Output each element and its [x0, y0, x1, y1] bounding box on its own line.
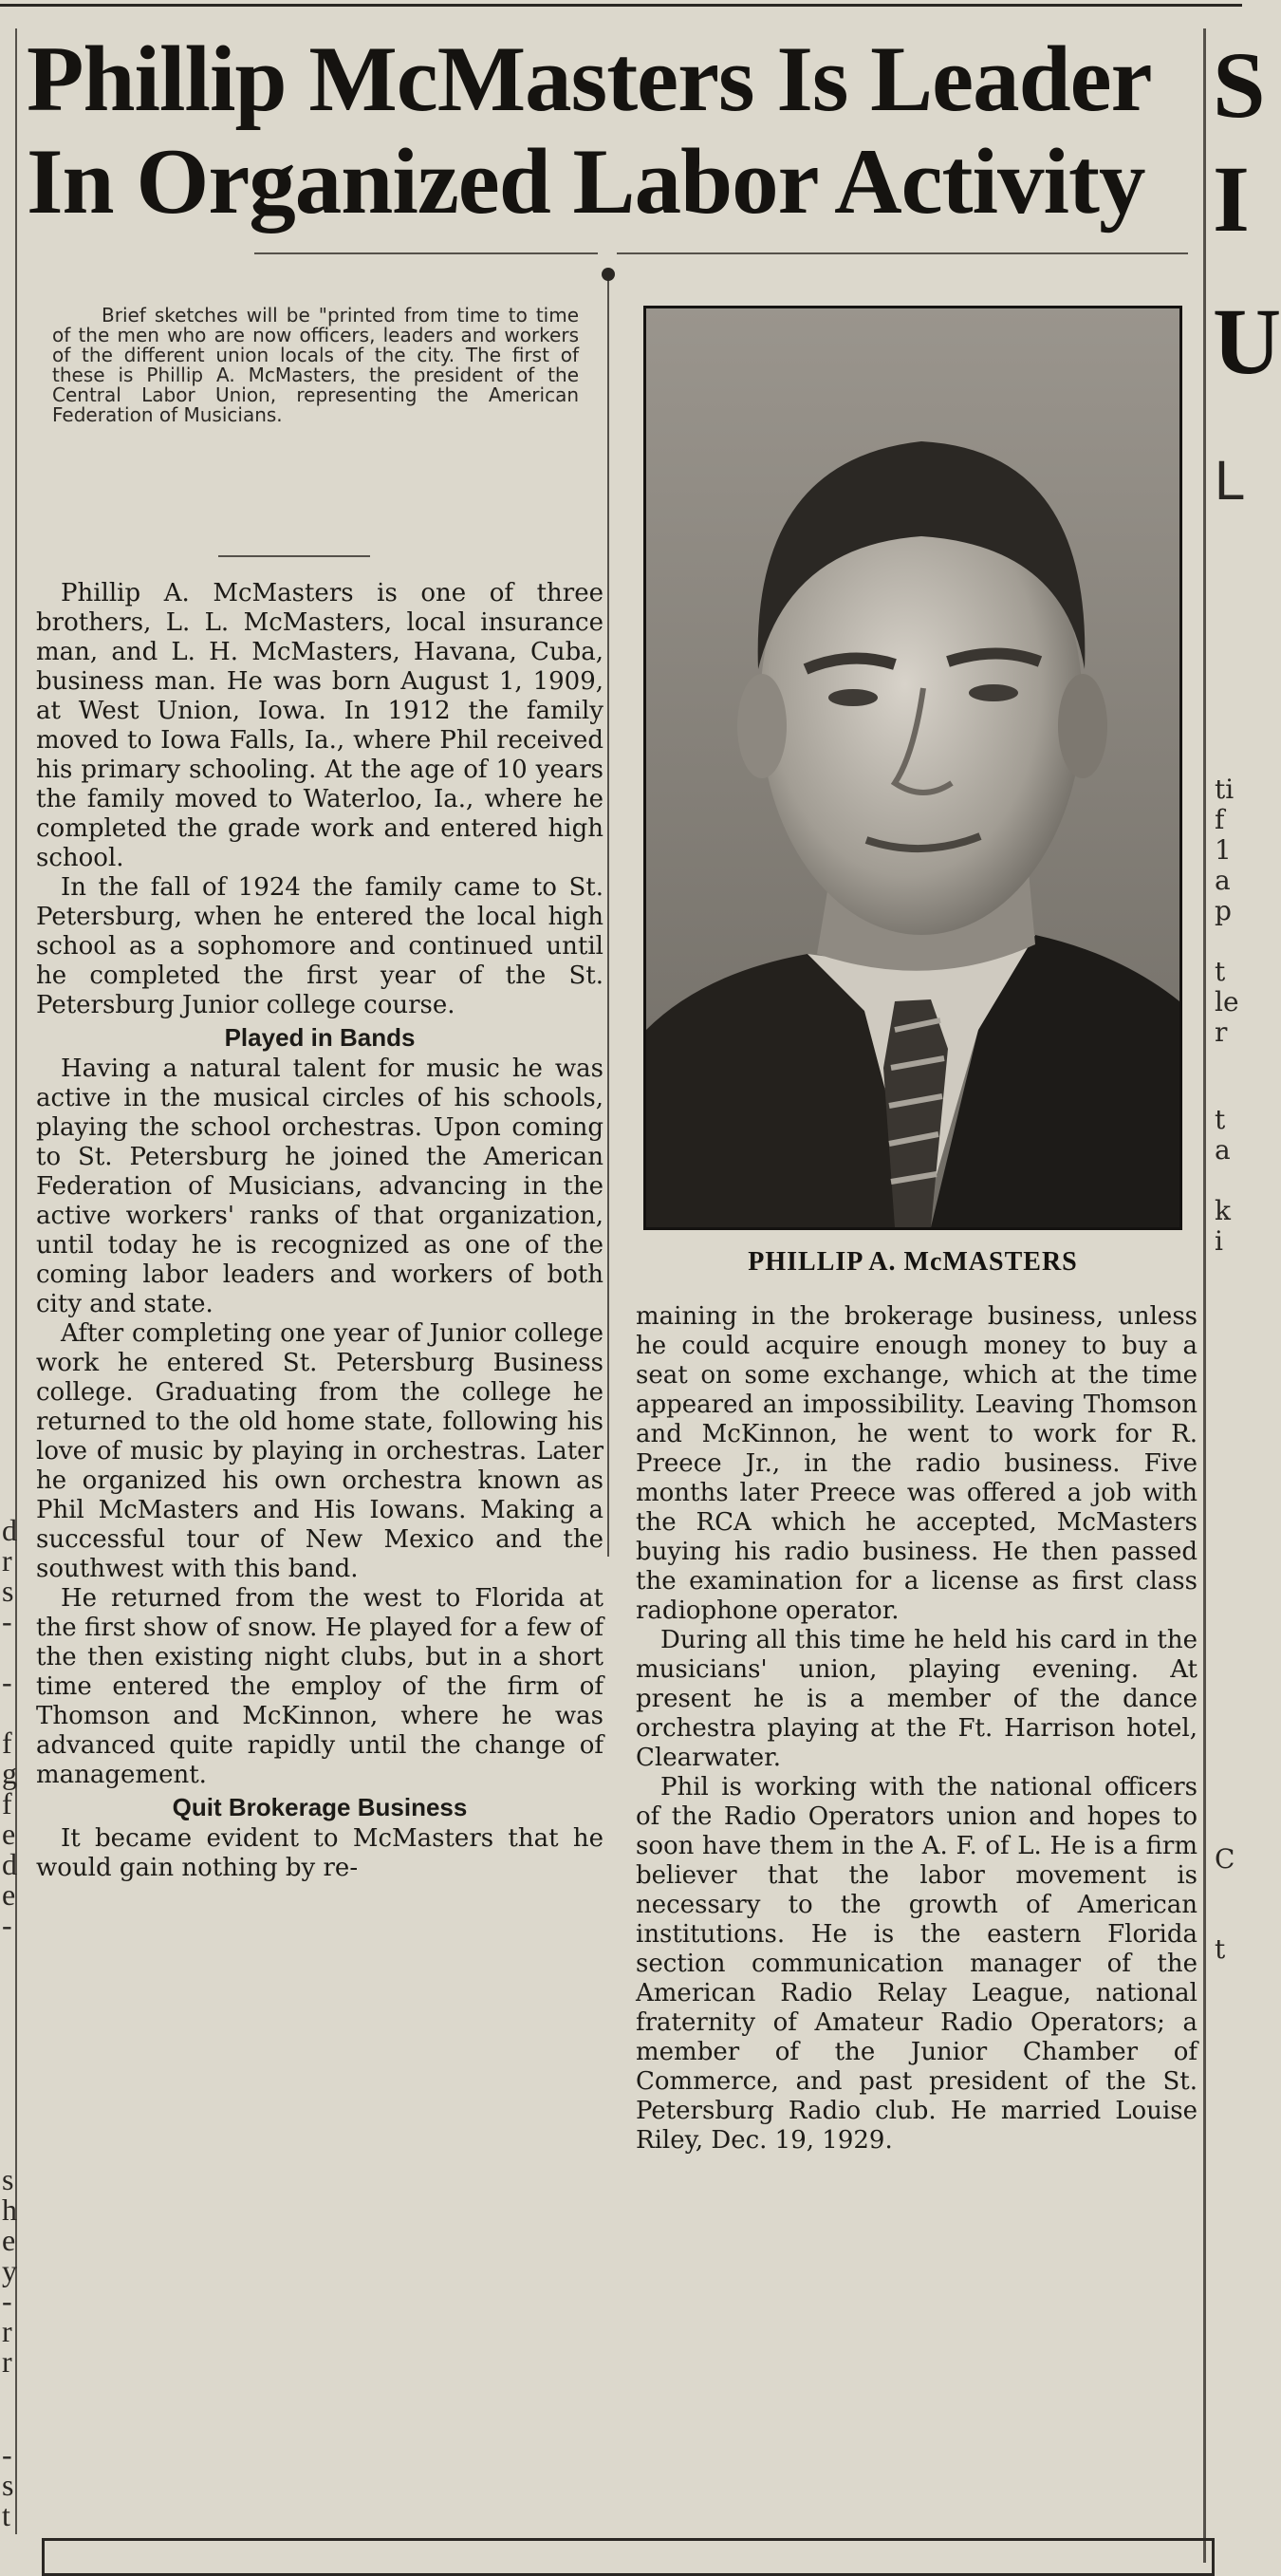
edge-subhead-letter: L — [1215, 450, 1246, 512]
edge-letter: ti — [1215, 774, 1235, 805]
edge-letter: a — [1215, 865, 1231, 896]
edge-letter: g — [2, 1756, 17, 1790]
headline-rule-right — [617, 252, 1188, 254]
edge-letter: - — [2, 1665, 12, 1699]
article-paragraph: maining in the brokerage business, unless he could acquire enough money to buy a seat on some exchange, which at the time appeared an impossibility. Leaving Thomson and McKinnon, he went to work for R. Preece Jr., in the radio business. Five months later Preece was offered a job with the RCA which he accepted, McMasters buying his radio business. He then passed the examination for a license as first class radiophone operator. — [636, 1302, 1197, 1625]
edge-letter: t — [1215, 956, 1226, 987]
edge-letter: - — [2, 2437, 12, 2472]
portrait-photo — [643, 306, 1182, 1230]
edge-letter: f — [2, 1726, 12, 1760]
bottom-box-border — [42, 2538, 1215, 2576]
edge-letter: t — [2, 2498, 10, 2532]
subhead-played-in-bands: Played in Bands — [224, 1023, 416, 1052]
article-right-column — [636, 1302, 1197, 2156]
edge-letter: t — [1215, 1933, 1226, 1965]
left-edge-fragments — [0, 0, 25, 2564]
intro-blurb — [52, 306, 579, 425]
edge-letter: e — [2, 1877, 16, 1912]
headline-line-2: In Organized Labor Activity — [27, 130, 1145, 233]
edge-letter: h — [2, 2193, 17, 2227]
edge-letter: r — [2, 1543, 12, 1577]
edge-letter: e — [2, 2223, 16, 2257]
edge-letter: a — [1215, 1134, 1231, 1166]
edge-letter: e — [2, 1817, 16, 1851]
edge-letter: - — [2, 2284, 12, 2318]
photo-caption: PHILLIP A. McMASTERS — [748, 1247, 1078, 1277]
edge-letter: le — [1215, 986, 1239, 1017]
portrait-illustration — [646, 308, 1179, 1227]
intro-text: Brief sketches will be "printed from time to time of the men who are now officers, leaders and workers of the different union locals of the city. The first of these is Phillip A. McMasters, the president of the Central Labor Union, representing the American Federation of Musicians. — [52, 304, 579, 426]
article-paragraph: Phillip A. McMasters is one of three brothers, L. L. McMasters, local insurance man, and L. H. McMasters, Havana, Cuba, business man. He was born August 1, 1909, at West Union, Iowa. In 1912 the family moved to Iowa Falls, Ia., where Phil received his primary schooling. At the age of 10 years the family moved to Waterloo, Ia., where he completed the grade work and entered high school. — [36, 579, 603, 872]
intro-divider — [218, 555, 370, 557]
edge-letter: s — [2, 2162, 14, 2196]
article-left-column — [36, 579, 603, 1883]
subhead-quit-brokerage: Quit Brokerage Business — [172, 1793, 468, 1821]
edge-letter: t — [1215, 1104, 1226, 1135]
edge-letter: s — [2, 1574, 14, 1608]
headline — [27, 28, 1199, 233]
right-edge-fragments — [1207, 0, 1281, 2564]
article-paragraph: Having a natural talent for music he was active in the musical circles of his schools, playing the school orchestras. Upon coming to St. Petersburg he joined the American Federation of Musicians, advancing in the active workers' ranks of that organization, until today he is recognized as one of the coming labor leaders and workers of both city and state. — [36, 1055, 603, 1318]
edge-letter: i — [1215, 1225, 1223, 1257]
article-paragraph: During all this time he held his card in the musicians' union, playing evening. At present he is a member of the dance orchestra playing at the Ft. Harrison hotel, Clearwater. — [636, 1626, 1197, 1772]
edge-letter: C — [1215, 1843, 1235, 1875]
edge-headline-letter: U — [1213, 289, 1281, 394]
edge-letter: f — [1215, 804, 1225, 835]
edge-letter: - — [2, 1908, 12, 1942]
edge-letter: r — [2, 2344, 12, 2379]
headline-line-1: Phillip McMasters Is Leader — [27, 28, 1152, 131]
edge-letter: f — [2, 1786, 12, 1820]
article-paragraph: In the fall of 1924 the family came to St. Petersburg, when he entered the local high school as a sophomore and continued until he completed the first year of the St. Petersburg Junior college course. — [36, 873, 603, 1019]
column-rule-dot — [602, 268, 615, 281]
edge-letter: y — [2, 2253, 17, 2287]
top-border-rule — [0, 4, 1242, 7]
edge-letter: r — [1215, 1017, 1228, 1048]
article-paragraph: He returned from the west to Florida at the first show of snow. He played for a few of the then existing night clubs, but in a short time entered the employ of the firm of Thomson and McKinnon, where he was advanced quite rapidly until the change of management. — [36, 1584, 603, 1789]
edge-letter: r — [2, 2314, 12, 2348]
article-paragraph: Phil is working with the national officers of the Radio Operators union and hopes to soon have them in the A. F. of L. He is a firm believer that the labor movement is necessary to the growth of American institutions. He is the eastern Florida section communication manager of the American Radio Relay League, national fraternity of Amateur Radio Operators; a member of the Junior Chamber of Commerce, and past president of the St. Petersburg Radio club. He married Louise Riley, Dec. 19, 1929. — [636, 1773, 1197, 2155]
edge-letter: k — [1215, 1195, 1231, 1226]
edge-letter: - — [2, 1604, 12, 1638]
edge-letter: p — [1215, 895, 1232, 926]
edge-letter: d — [2, 1513, 17, 1547]
edge-letter: 1 — [1215, 834, 1232, 866]
edge-letter: s — [2, 2468, 14, 2502]
headline-rule-left — [254, 252, 598, 254]
article-paragraph: It became evident to McMasters that he would gain nothing by re- — [36, 1824, 603, 1882]
right-column-rule — [1203, 28, 1206, 2563]
edge-headline-letter: I — [1213, 146, 1250, 252]
article-paragraph: After completing one year of Junior college work he entered St. Petersburg Business college. Graduating from the college he returned to the old home state, following his love of music by playing in orchestras. Later he organized his own orchestra known as Phil McMasters and His Iowans. Making a successful tour of New Mexico and the southwest with this band. — [36, 1319, 603, 1583]
edge-headline-letter: S — [1213, 32, 1266, 138]
center-column-rule — [607, 271, 609, 1557]
edge-letter: d — [2, 1847, 17, 1881]
